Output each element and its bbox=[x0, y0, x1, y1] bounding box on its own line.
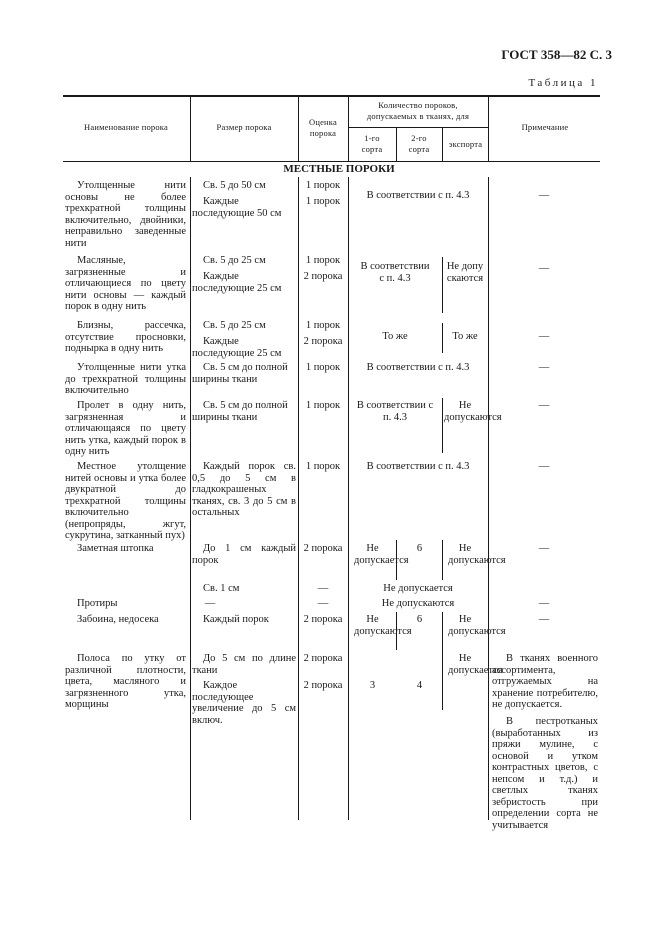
row-9-size-1: До 5 см по длине ткани bbox=[192, 653, 296, 676]
row-1-grades: В соответствии с п. 4.3 bbox=[360, 261, 430, 284]
col-header-quantity: Количество пороков, допускаемых в тканях, для bbox=[366, 100, 470, 121]
row-7-size: — bbox=[204, 598, 216, 609]
row-0-size-2: Каждые последующие 50 см bbox=[192, 196, 282, 219]
row-9-grade1: 3 bbox=[369, 680, 376, 691]
row-1-size-1: Св. 5 до 25 см bbox=[203, 255, 266, 266]
row-9-name: Полоса по утку от различной плотности, цвета, масляного и загрязненного утка, морщины bbox=[65, 653, 186, 710]
row-4-export: Не допускаются bbox=[444, 400, 502, 423]
header-bottom-rule bbox=[63, 161, 600, 162]
row-8-note: — bbox=[538, 614, 550, 625]
row-4-score: 1 порок bbox=[305, 400, 341, 411]
row-6-score-1: 2 порока bbox=[303, 543, 343, 554]
row-9-size-2: Каждое последующее увеличение до 5 см включ. bbox=[192, 680, 296, 726]
row-8-export: Не допускаются bbox=[448, 614, 506, 637]
row-5-size: Каждый порок св. 0,5 до 5 см в гладкокрашеных тканях, св. 3 до 5 см в остальных bbox=[192, 461, 296, 518]
row-5-note: — bbox=[538, 461, 550, 472]
row-1-export: Не допускаются bbox=[446, 261, 484, 284]
row-8-grade2: 6 bbox=[416, 614, 423, 625]
row-6-grade1: Не допускается bbox=[354, 543, 409, 566]
row-2-note: — bbox=[538, 331, 550, 342]
row-0-score-2: 1 порок bbox=[305, 196, 341, 207]
row-2-score-2: 2 порока bbox=[303, 336, 343, 347]
row-0-quantity: В соответствии с п. 4.3 bbox=[366, 190, 470, 201]
row-4-size: Св. 5 см до полной ширины ткани bbox=[192, 400, 288, 423]
row-6-quantity-2: Не допускается bbox=[383, 583, 453, 594]
row-4-grades: В соответствии с п. 4.3 bbox=[356, 400, 434, 423]
row-4-name: Пролет в одну нить, загрязненная и отличающаяся по цвету нить утка, каждый порок в одну нить bbox=[65, 400, 186, 457]
table-top-rule bbox=[63, 95, 600, 97]
col-header-export: экспорта bbox=[448, 139, 483, 149]
row-9-export: Не допускается bbox=[448, 653, 503, 676]
row-6-export: Не допускаются bbox=[448, 543, 506, 566]
row-3-score: 1 порок bbox=[305, 362, 341, 373]
row-7-quantity: Не допускаются bbox=[381, 598, 455, 609]
col-header-assessment: Оценка порока bbox=[309, 117, 337, 138]
quantity-subheader-rule bbox=[349, 127, 488, 128]
row-5-quantity: В соответствии с п. 4.3 bbox=[366, 461, 470, 472]
row-1-note: — bbox=[538, 263, 550, 274]
row-5-score: 1 порок bbox=[305, 461, 341, 472]
table-label: Таблица 1 bbox=[528, 77, 598, 89]
row-1-size-2: Каждые последующие 25 см bbox=[192, 271, 282, 294]
row-3-note: — bbox=[538, 362, 550, 373]
row-2-score-1: 1 порок bbox=[305, 320, 341, 331]
row-7-score: — bbox=[317, 598, 329, 609]
row-6-size-1: До 1 см каждый порок bbox=[192, 543, 296, 566]
row-9-note-1: В тканях военного ассортимента, отгружаемых на хранение потребителю, не допускается. bbox=[492, 653, 598, 710]
row-6-size-2: Св. 1 см bbox=[203, 583, 240, 594]
row-6-note: — bbox=[538, 543, 550, 554]
row-0-size-1: Св. 5 до 50 см bbox=[203, 180, 266, 191]
row-6-name: Заметная штопка bbox=[77, 543, 154, 554]
page-number-header: ГОСТ 358—82 С. 3 bbox=[501, 47, 612, 62]
col-header-name: Наименование порока bbox=[84, 122, 168, 132]
row-9-score-2: 2 порока bbox=[303, 680, 343, 691]
row-7-name: Протиры bbox=[77, 598, 118, 609]
row-8-size: Каждый порок bbox=[203, 614, 269, 625]
row-9-score-1: 2 порока bbox=[303, 653, 343, 664]
row-1-name: Масляные, загрязненные и отличающиеся по цвету нити основы — каждый порок в одну нить bbox=[65, 255, 186, 312]
row-6-score-2: — bbox=[317, 583, 329, 594]
section-title: МЕСТНЫЕ ПОРОКИ bbox=[283, 163, 395, 175]
row-2-size-1: Св. 5 до 25 см bbox=[203, 320, 266, 331]
row-8-grade1: Не допускаются bbox=[354, 614, 412, 637]
row-0-score-1: 1 порок bbox=[305, 180, 341, 191]
col-header-grade1: 1-го сорта bbox=[361, 133, 383, 154]
row-2-size-2: Каждые последующие 25 см bbox=[192, 336, 282, 359]
row-2-export: То же bbox=[452, 331, 478, 342]
row-6-grade2: 6 bbox=[416, 543, 423, 554]
row-9-grade2: 4 bbox=[416, 680, 423, 691]
row-1-score-2: 2 порока bbox=[303, 271, 343, 282]
row-5-name: Местное утолщение нитей основы и утка более двукратной до трехкратной толщины включительно (непропряды, жгут, сукрутина, затканный пух) bbox=[65, 461, 186, 541]
row-0-note: — bbox=[538, 190, 550, 201]
row-1-score-1: 1 порок bbox=[305, 255, 341, 266]
row-8-score: 2 порока bbox=[303, 614, 343, 625]
row-2-name: Близны, рассечка, отсутствие просновки, поднырка в одну нить bbox=[65, 320, 186, 354]
row-0-name: Утолщенные нити основы не более трехкратной толщины включительно, двойники, неправильно заведенные нити bbox=[65, 180, 186, 249]
row-7-note: — bbox=[538, 598, 550, 609]
col-header-size: Размер порока bbox=[216, 122, 272, 132]
col-header-note: Примечание bbox=[521, 122, 569, 132]
row-3-name: Утолщенные нити утка до трехкратной толщины включительно bbox=[65, 362, 186, 396]
row-3-quantity: В соответствии с п. 4.3 bbox=[366, 362, 470, 373]
row-2-grades: То же bbox=[382, 331, 408, 342]
row-3-size: Св. 5 см до полной ширины ткани bbox=[192, 362, 288, 385]
row-9-note-2: В пестротканых (выработанных из пряжи мулине, с основой и утком контрастных цветов, с непсом и т.д.) и светлых тканях зебристость при определении сорта не учитывается bbox=[492, 716, 598, 831]
row-8-name: Забоина, недосека bbox=[77, 614, 159, 625]
col-header-grade2: 2-го сорта bbox=[408, 133, 430, 154]
row-4-note: — bbox=[538, 400, 550, 411]
